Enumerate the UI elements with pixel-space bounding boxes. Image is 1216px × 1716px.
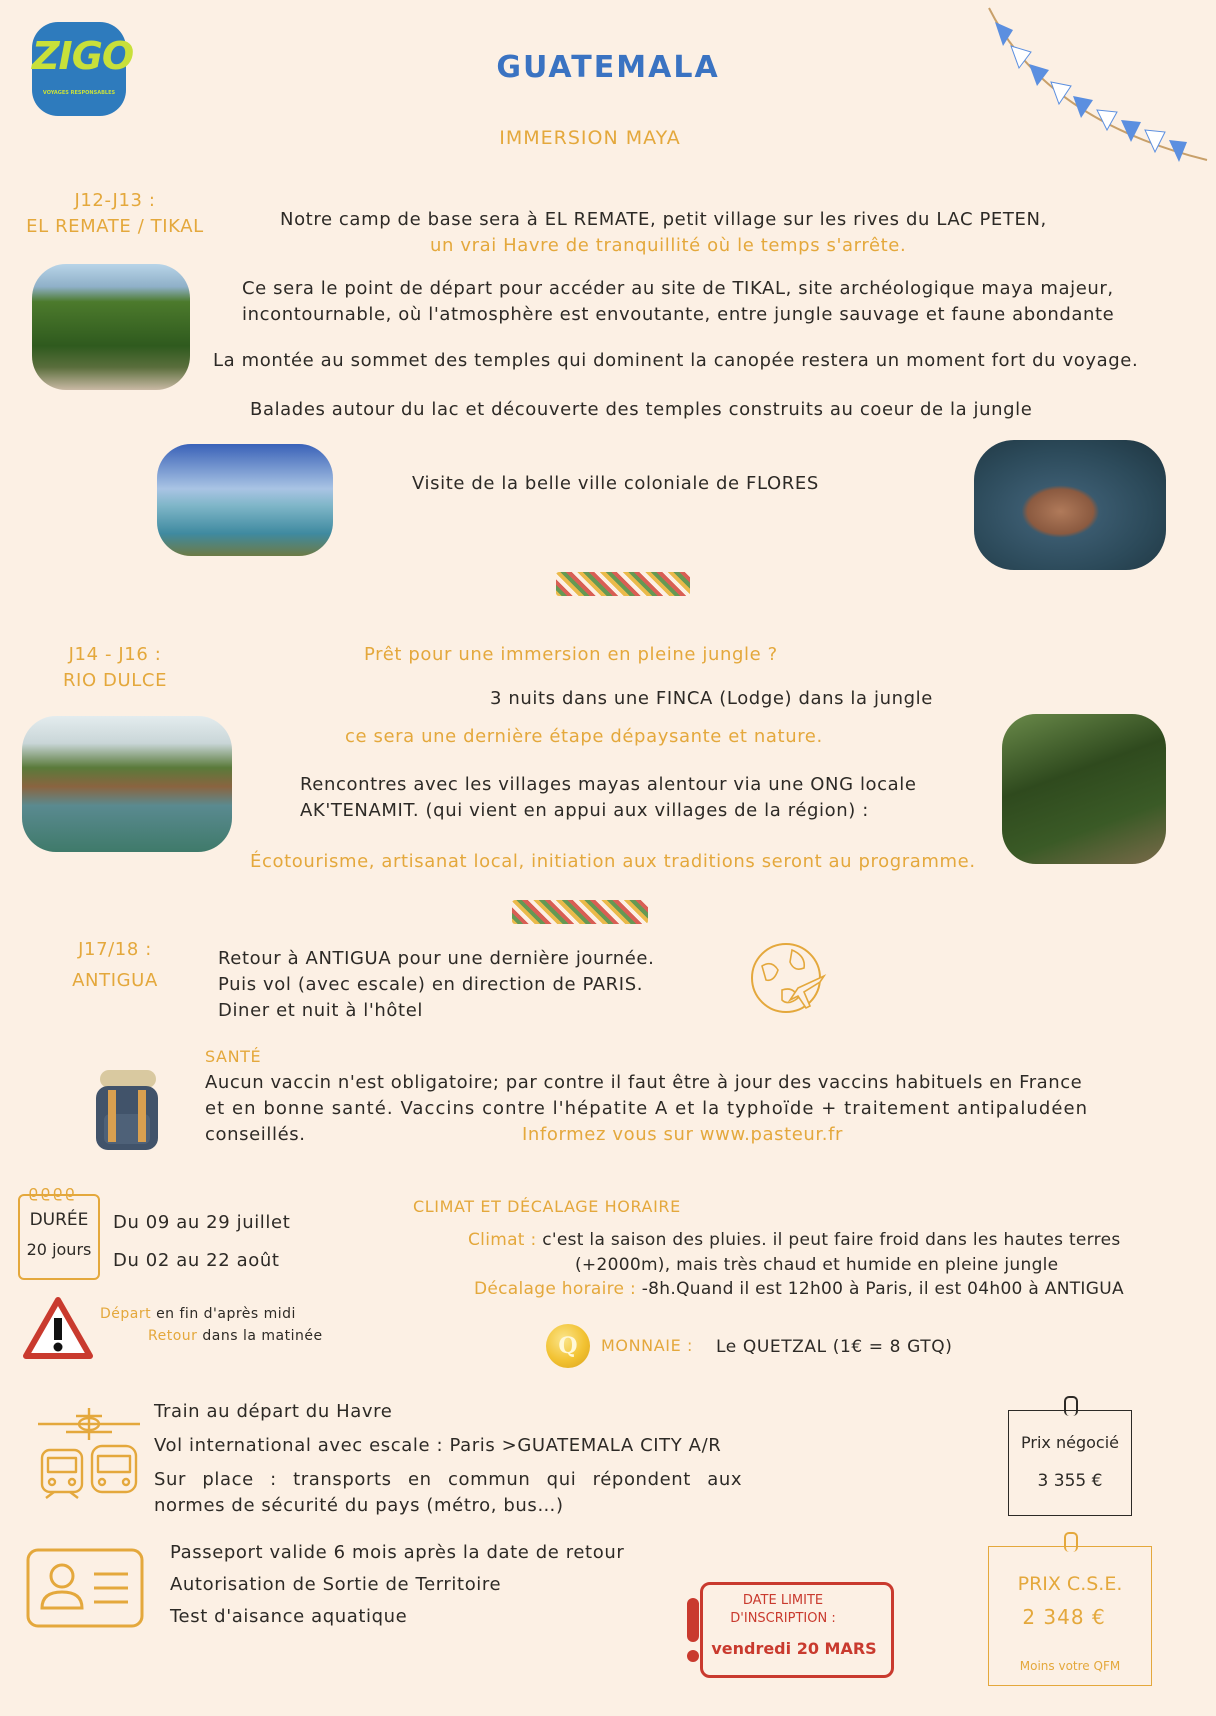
section1-line4: incontournable, où l'atmosphère est envoutante, entre jungle sauvage et faune abondante [242, 304, 1115, 325]
prix-negocie-box [1008, 1410, 1132, 1516]
climat-value: c'est la saison des pluies. il peut faire froid dans les hautes terres [542, 1230, 1121, 1250]
monnaie-label: MONNAIE : [601, 1336, 693, 1355]
section1-line3: Ce sera le point de départ pour accéder au site de TIKAL, site archéologique maya majeur, [242, 278, 1114, 299]
lake-pier-photo [157, 444, 333, 556]
transport-line4: normes de sécurité du pays (métro, bus…) [154, 1495, 564, 1516]
docs-line3: Test d'aisance aquatique [170, 1606, 408, 1627]
transport-line1: Train au départ du Havre [154, 1401, 393, 1422]
section3-line1: Retour à ANTIGUA pour une dernière journée. [218, 948, 655, 969]
retour-key: Retour [148, 1328, 198, 1344]
page-subtitle: IMMERSION MAYA [499, 127, 681, 149]
section2-place: RIO DULCE [62, 670, 168, 691]
climat-key: Climat : [468, 1230, 537, 1250]
depart-value: en fin d'après midi [156, 1306, 296, 1322]
duree-date2: Du 02 au 22 août [113, 1250, 280, 1271]
warning-icon [22, 1296, 94, 1362]
section3-place: ANTIGUA [72, 970, 158, 991]
mayan-pattern-divider-2 [512, 900, 648, 924]
tikal-jungle-photo [32, 264, 190, 390]
sante-line2: et en bonne santé. Vaccins contre l'hépatite A et la typhoïde + traitement antipaludéen [205, 1098, 1089, 1119]
sante-heading: SANTÉ [205, 1047, 262, 1066]
coin-icon [546, 1324, 590, 1368]
deadline-exclamation-icon [687, 1598, 701, 1664]
prix-cse-box [988, 1546, 1152, 1686]
pasteur-link[interactable]: Informez vous sur www.pasteur.fr [522, 1124, 844, 1145]
depart-line [100, 1306, 296, 1322]
decalage-value: -8h.Quand il est 12h00 à Paris, il est 04h00 à ANTIGUA [641, 1279, 1124, 1299]
deadline-line2: D'INSCRIPTION : [730, 1611, 836, 1626]
flores-aerial-photo [974, 440, 1166, 570]
climat-line2: (+2000m), mais très chaud et humide en pleine jungle [575, 1255, 1059, 1275]
section2-line4: Rencontres avec les villages mayas alentour via une ONG locale [300, 774, 917, 795]
section2-line5: AK'TENAMIT. (qui vient en appui aux villages de la région) : [300, 800, 869, 821]
duree-date1: Du 09 au 29 juillet [113, 1212, 291, 1233]
section1-day: J12-J13 : [74, 190, 156, 211]
section3-day: J17/18 : [78, 939, 152, 960]
section3-line2: Puis vol (avec escale) en direction de PARIS. [218, 974, 644, 995]
prix-cse-label: PRIX C.S.E. [1017, 1573, 1123, 1595]
globe-plane-icon [748, 938, 828, 1018]
logo-text: ZIGO [32, 34, 134, 78]
section1-line2: un vrai Havre de tranquillité où le temps s'arrête. [430, 235, 907, 256]
section2-day: J14 - J16 : [68, 644, 162, 665]
prix-negocie-value: 3 355 € [1037, 1471, 1103, 1491]
calendar-rings-icon: ϱϱϱϱ [28, 1182, 77, 1201]
climat-line1 [468, 1227, 1121, 1253]
decalage-key: Décalage horaire : [474, 1279, 637, 1299]
id-card-icon [26, 1548, 144, 1628]
transport-icon [36, 1394, 142, 1500]
section2-line1: Prêt pour une immersion en pleine jungle ? [364, 644, 778, 665]
logo-subtext: VOYAGES RESPONSABLES [42, 90, 116, 96]
flag-garland-icon [975, 0, 1216, 185]
duree-label: DURÉE [29, 1210, 89, 1230]
transport-line2: Vol international avec escale : Paris >GUATEMALA CITY A/R [154, 1435, 722, 1456]
mayan-pattern-divider-1 [556, 572, 690, 596]
backpack-icon [90, 1066, 164, 1154]
sante-line3: conseillés. [205, 1124, 306, 1145]
monnaie-value: Le QUETZAL (1€ = 8 GTQ) [716, 1337, 953, 1357]
docs-line2: Autorisation de Sortie de Territoire [170, 1574, 502, 1595]
section1-line7: Visite de la belle ville coloniale de FLORES [412, 473, 819, 494]
decalage-line [474, 1276, 1124, 1302]
section1-line5: La montée au sommet des temples qui dominent la canopée restera un moment fort du voyage. [213, 350, 1139, 371]
retour-value: dans la matinée [202, 1328, 323, 1344]
sante-line1: Aucun vaccin n'est obligatoire; par contre il faut être à jour des vaccins habituels en France [205, 1072, 1083, 1093]
section3-line3: Diner et nuit à l'hôtel [218, 1000, 423, 1021]
deadline-date: vendredi 20 MARS [711, 1639, 877, 1658]
transport-line3: Sur place : transports en commun qui répondent aux [154, 1469, 743, 1490]
section1-line1: Notre camp de base sera à EL REMATE, petit village sur les rives du LAC PETEN, [280, 209, 1047, 230]
duree-value: 20 jours [26, 1240, 92, 1259]
page-title: GUATEMALA [496, 50, 720, 85]
jungle-hike-photo [1002, 714, 1166, 864]
docs-line1: Passeport valide 6 mois après la date de retour [170, 1542, 625, 1563]
prix-negocie-label: Prix négocié [1021, 1433, 1119, 1452]
coin-letter: Q [558, 1333, 578, 1359]
deadline-line1: DATE LIMITE [742, 1593, 824, 1608]
rio-dulce-houses-photo [22, 716, 232, 852]
section1-place: EL REMATE / TIKAL [26, 216, 204, 237]
deadline-box [700, 1582, 894, 1678]
section2-line2: 3 nuits dans une FINCA (Lodge) dans la jungle [490, 688, 933, 709]
retour-line [148, 1328, 323, 1344]
climat-heading: CLIMAT ET DÉCALAGE HORAIRE [413, 1197, 681, 1216]
duree-calendar-box [18, 1182, 100, 1280]
section1-line6: Balades autour du lac et découverte des temples construits au coeur de la jungle [250, 399, 1033, 420]
prix-cse-value: 2 348 € [1022, 1605, 1106, 1629]
prix-cse-note: Moins votre QFM [1019, 1659, 1121, 1673]
depart-key: Départ [100, 1306, 152, 1322]
section2-line6: Écotourisme, artisanat local, initiation aux traditions seront au programme. [250, 851, 976, 872]
section2-line3: ce sera une dernière étape dépaysante et nature. [345, 726, 823, 747]
